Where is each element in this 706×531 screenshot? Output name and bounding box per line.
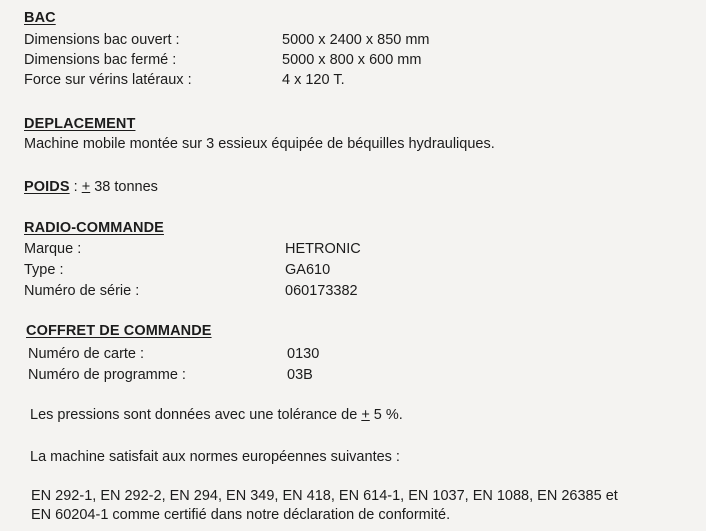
bac-value-closed: 5000 x 800 x 600 mm xyxy=(282,52,422,68)
radio-value-type: GA610 xyxy=(285,262,331,278)
radio-value-serie: 060173382 xyxy=(285,283,358,299)
radio-label-type: Type : xyxy=(24,262,64,278)
poids-separator: : xyxy=(69,179,82,195)
normes-intro: La machine satisfait aux normes européennes suivantes : xyxy=(30,449,400,465)
section-heading-radio-commande: RADIO-COMMANDE xyxy=(24,220,164,236)
normes-list-line-2: EN 60204-1 comme certifié dans notre déclaration de conformité. xyxy=(31,507,451,523)
bac-value-open: 5000 x 2400 x 850 mm xyxy=(282,32,430,48)
deplacement-text: Machine mobile montée sur 3 essieux équipée de béquilles hydrauliques. xyxy=(24,136,495,152)
bac-label-force: Force sur vérins latéraux : xyxy=(24,72,192,88)
radio-value-marque: HETRONIC xyxy=(285,241,361,257)
coffret-value-programme: 03B xyxy=(287,367,313,383)
section-heading-coffret: COFFRET DE COMMANDE xyxy=(26,323,212,339)
pressions-tolerance-symbol: + xyxy=(361,407,370,423)
radio-label-serie: Numéro de série : xyxy=(24,283,140,299)
coffret-label-carte: Numéro de carte : xyxy=(28,346,145,362)
normes-list-line-1: EN 292-1, EN 292-2, EN 294, EN 349, EN 418, EN 614-1, EN 1037, EN 1088, EN 26385 et xyxy=(31,488,618,504)
section-heading-poids: POIDS xyxy=(24,179,70,195)
section-heading-bac: BAC xyxy=(24,10,56,26)
pressions-text xyxy=(30,406,403,424)
poids-line xyxy=(24,178,158,196)
coffret-label-programme: Numéro de programme : xyxy=(28,367,186,383)
bac-label-closed: Dimensions bac fermé : xyxy=(24,52,177,68)
coffret-value-carte: 0130 xyxy=(287,346,320,362)
section-heading-deplacement: DEPLACEMENT xyxy=(24,116,136,132)
poids-tolerance-symbol: + xyxy=(81,179,91,195)
bac-value-force: 4 x 120 T. xyxy=(282,72,345,88)
pressions-text-before: Les pressions sont données avec une tolérance de xyxy=(30,407,362,423)
radio-label-marque: Marque : xyxy=(24,241,82,257)
bac-label-open: Dimensions bac ouvert : xyxy=(24,32,180,48)
pressions-text-after: 5 %. xyxy=(369,407,403,423)
poids-value: 38 tonnes xyxy=(90,179,158,195)
